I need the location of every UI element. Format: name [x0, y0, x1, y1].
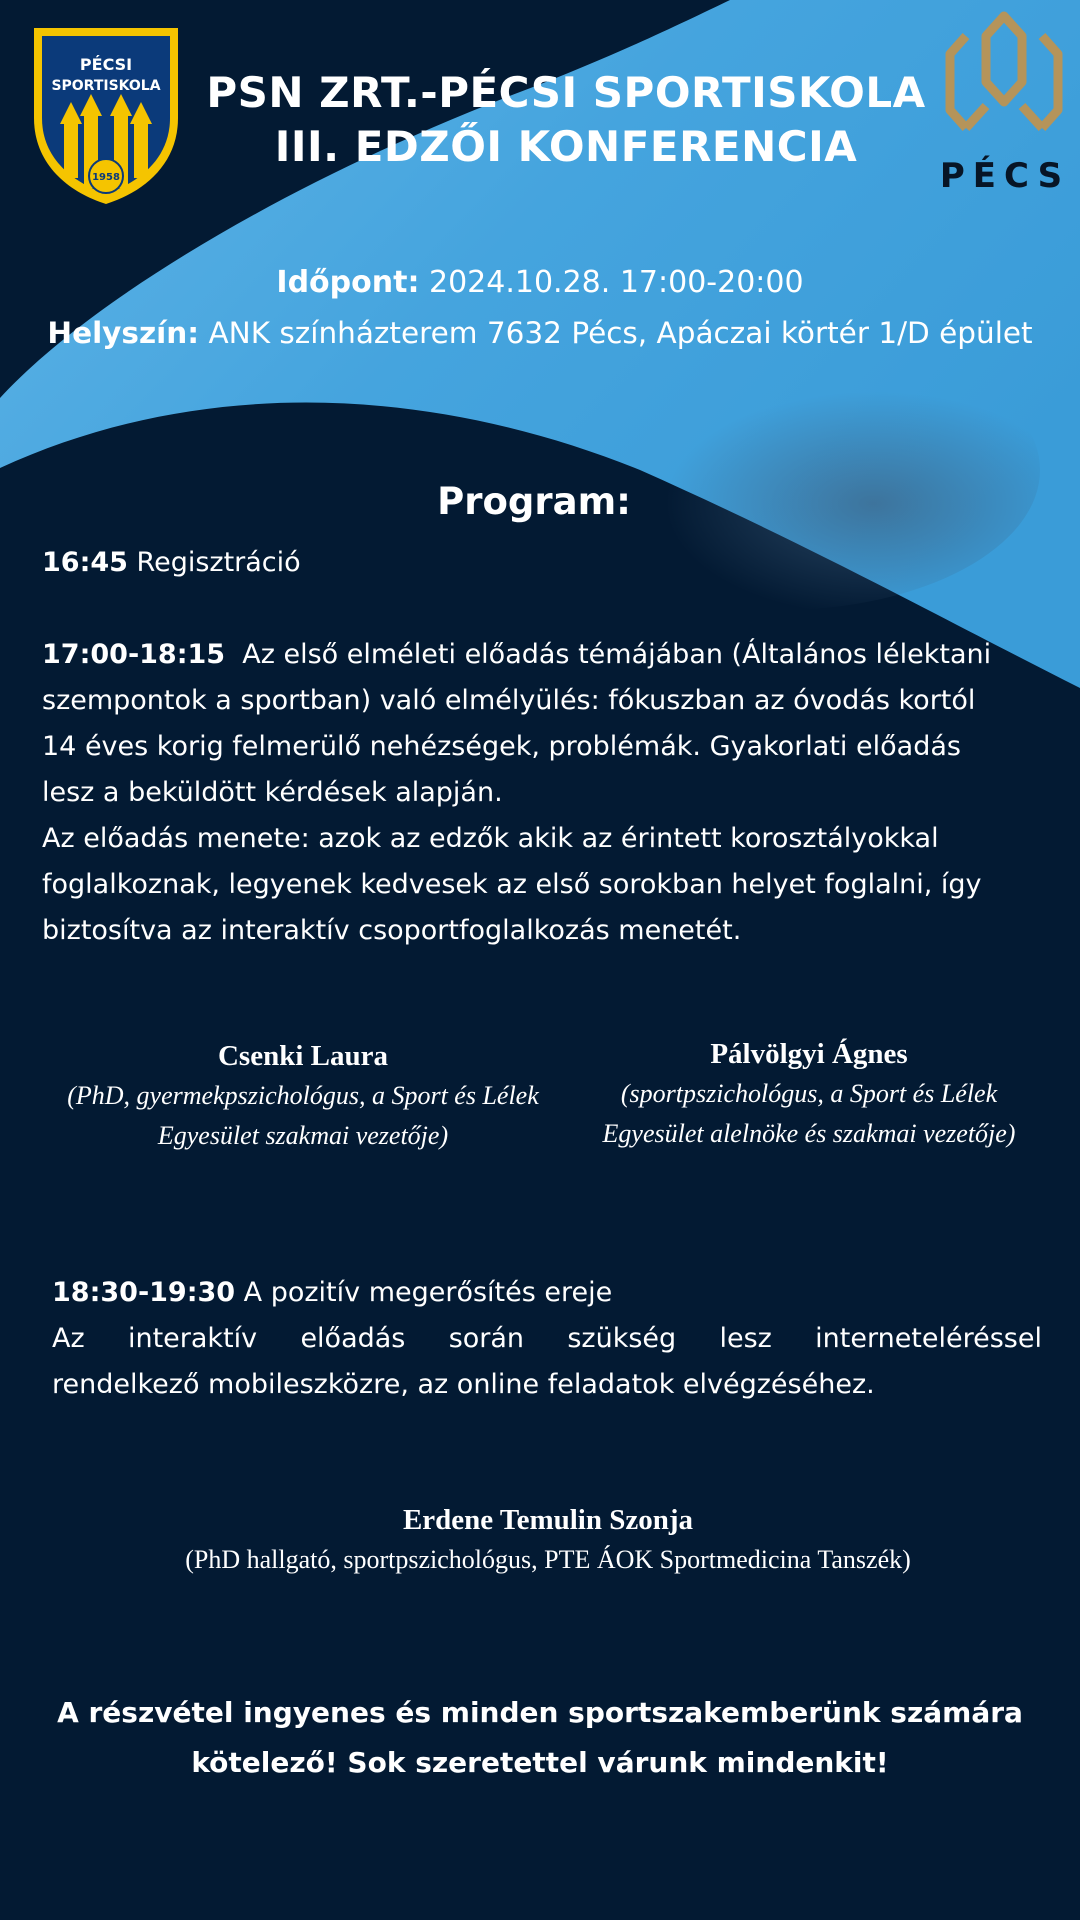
- location-value: ANK színházterem 7632 Pécs, Apáczai körtér 1/D épület: [199, 316, 1033, 350]
- title-line-2: III. EDZŐI KONFERENCIA: [274, 122, 858, 171]
- session-2-text-2: rendelkező mobileszközre, az online feladatok elvégzéséhez.: [52, 1369, 875, 1400]
- location-label: Helyszín:: [47, 316, 200, 350]
- speaker-palvolgyi-agnes: [566, 1034, 1052, 1154]
- registration-text: Regisztráció: [127, 547, 301, 578]
- speaker-csenki-laura: [30, 1036, 576, 1156]
- speaker-role-line-1: (PhD, gyermekpszichológus, a Sport és Lélek: [67, 1081, 539, 1110]
- session-2-title: A pozitív megerősítés ereje: [235, 1277, 613, 1308]
- title-line-1: PSN ZRT.-PÉCSI SPORTISKOLA: [206, 68, 926, 117]
- registration-time: 16:45: [42, 547, 128, 578]
- session-1-text-5: foglalkoznak, legyenek kedvesek az első sorokban helyet foglalni, így: [42, 869, 982, 900]
- sportiskola-crest-logo: [26, 14, 186, 206]
- speaker-role-line-2: Egyesület alelnöke és szakmai vezetője): [602, 1119, 1016, 1148]
- session-2: [52, 1270, 1042, 1408]
- speaker-role-line-2: Egyesület szakmai vezetője): [157, 1121, 449, 1150]
- session-1-text-4: Az előadás menete: azok az edzők akik az érintett korosztályokkal: [42, 823, 939, 854]
- crest-year: 1958: [92, 172, 120, 183]
- program-heading: Program:: [437, 480, 631, 523]
- speaker-name: Pálvölgyi Ágnes: [710, 1038, 908, 1070]
- session-2-time: 18:30-19:30: [52, 1277, 236, 1308]
- footer-note: [40, 1688, 1040, 1788]
- footer-line-1: A részvétel ingyenes és minden sportszakemberünk számára: [57, 1696, 1023, 1729]
- session-1-text-2: 14 éves korig felmerülő nehézségek, problémák. Gyakorlati előadás: [42, 731, 961, 762]
- speaker-name: Csenki Laura: [217, 1040, 388, 1072]
- session-2-text-1: Az interaktív előadás során szükség lesz interneteléréssel: [52, 1323, 1042, 1354]
- session-2-heading: [52, 1270, 1042, 1316]
- speaker-name: Erdene Temulin Szonja: [402, 1504, 694, 1536]
- speaker-erdene-temulin-szonja: [0, 1500, 1080, 1580]
- crest-text-2: SPORTISKOLA: [51, 78, 161, 94]
- date-value: 2024.10.28. 17:00-20:00: [419, 265, 804, 300]
- speaker-role-line-1: (sportpszichológus, a Sport és Lélek: [620, 1079, 998, 1108]
- page-title: [190, 66, 942, 174]
- crest-text-1: PÉCSI: [79, 55, 133, 74]
- session-1-text-3: lesz a beküldött kérdések alapján.: [42, 777, 503, 808]
- date-label: Időpont:: [276, 265, 420, 300]
- session-1: [42, 632, 1052, 954]
- session-1-text-6: biztosítva az interaktív csoportfoglalkozás menetét.: [42, 915, 742, 946]
- session-1-time: 17:00-18:15: [42, 639, 226, 670]
- event-location: [0, 316, 1080, 350]
- session-1-line: [42, 632, 1052, 678]
- speaker-role: (PhD hallgató, sportpszichológus, PTE ÁOK Sportmedicina Tanszék): [185, 1545, 911, 1574]
- registration-item: [42, 540, 1042, 586]
- pecs-logo-text: PÉCS: [939, 156, 1071, 196]
- pecs-city-logo-icon: [936, 10, 1072, 140]
- event-date: [0, 265, 1080, 300]
- footer-line-2: kötelező! Sok szeretettel várunk mindenkit!: [191, 1746, 889, 1779]
- session-1-text-0: Az első elméleti előadás témájában (Általános lélektani: [225, 639, 992, 670]
- session-1-text-1: szempontok a sportban) való elmélyülés: fókuszban az óvodás kortól: [42, 685, 976, 716]
